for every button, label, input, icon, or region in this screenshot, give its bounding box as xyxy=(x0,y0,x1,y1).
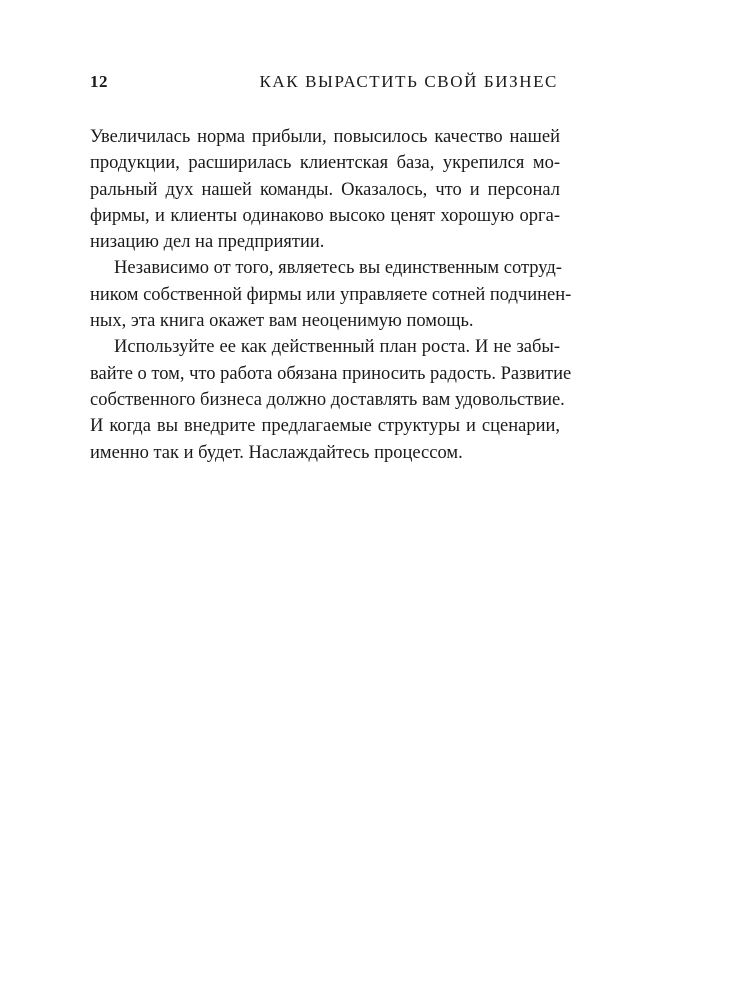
text-line: Используйте ее как действенный план роста. И не забы- xyxy=(114,337,560,358)
text-line: продукции, расширилась клиентская база, укрепился мо- xyxy=(90,153,560,174)
running-header xyxy=(90,72,558,96)
text-line: вайте о том, что работа обязана приносить радость. Развитие xyxy=(90,363,572,384)
text-line: Увеличилась норма прибыли, повысилось качество нашей xyxy=(90,127,560,147)
paragraph-3 xyxy=(90,334,572,465)
paragraph-1 xyxy=(90,124,560,255)
body-text xyxy=(90,124,572,466)
text-line: ральный дух нашей команды. Оказалось, что и персонал xyxy=(90,179,560,200)
paragraph-2 xyxy=(90,255,572,334)
text-line: собственного бизнеса должно доставлять вам удовольствие. xyxy=(90,389,565,410)
text-line: ных, эта книга окажет вам неоценимую помощь. xyxy=(90,311,474,332)
page-number: 12 xyxy=(90,72,108,91)
text-line: ником собственной фирмы или управляете сотней подчинен- xyxy=(90,284,572,305)
text-line: именно так и будет. Наслаждайтесь процессом. xyxy=(90,442,463,463)
text-line: низацию дел на предприятии. xyxy=(90,232,325,253)
book-title: КАК ВЫРАСТИТЬ СВОЙ БИЗНЕС xyxy=(259,72,558,91)
text-line: фирмы, и клиенты одинаково высоко ценят хорошую орга- xyxy=(90,205,560,226)
text-line: И когда вы внедрите предлагаемые структуры и сценарии, xyxy=(90,416,560,437)
text-line: Независимо от того, являетесь вы единственным сотруд- xyxy=(114,258,562,279)
